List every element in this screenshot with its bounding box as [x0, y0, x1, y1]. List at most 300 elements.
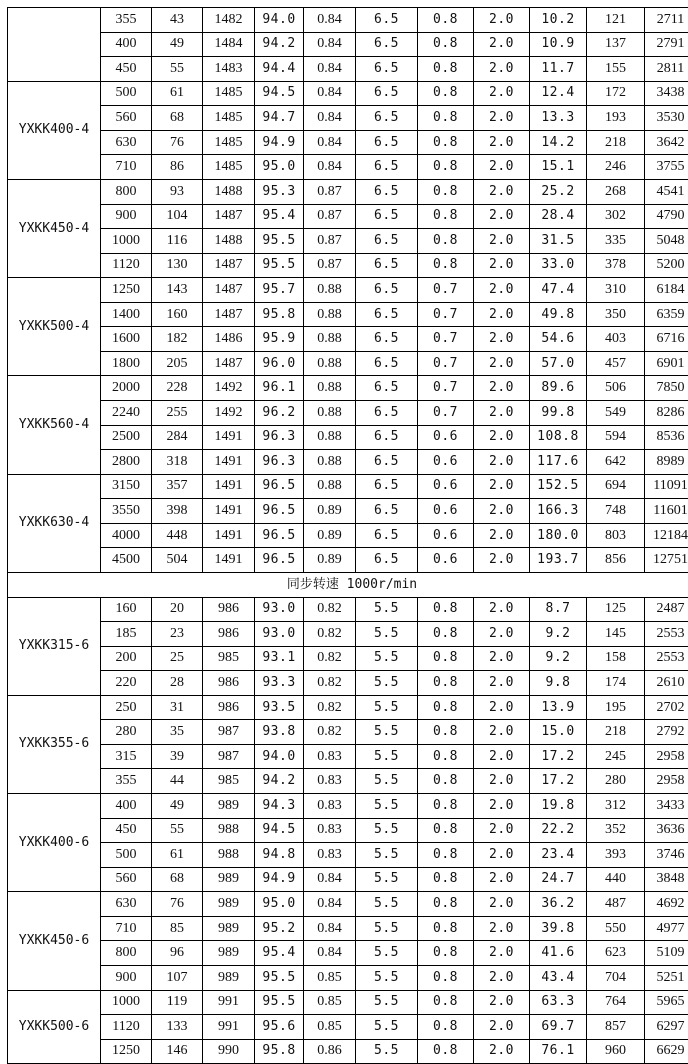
table-cell: 17.2: [530, 769, 587, 794]
table-cell: 1000: [101, 990, 152, 1015]
table-cell: 69.7: [530, 1015, 587, 1040]
table-cell: 1400: [101, 302, 152, 327]
table-cell: 19.8: [530, 794, 587, 819]
table-cell: 0.84: [304, 81, 356, 106]
table-cell: 0.8: [418, 622, 474, 647]
table-row: [8, 1039, 688, 1064]
table-cell: 55: [152, 818, 203, 843]
table-cell: 991: [203, 990, 255, 1015]
table-cell: 93.5: [255, 695, 304, 720]
model-cell: YXKK355-6: [8, 695, 101, 793]
table-cell: 130: [152, 253, 203, 278]
table-cell: 985: [203, 646, 255, 671]
table-cell: 0.8: [418, 57, 474, 82]
table-row: [8, 57, 688, 82]
table-cell: 704: [587, 965, 645, 990]
table-cell: 0.8: [418, 8, 474, 33]
table-cell: 95.4: [255, 204, 304, 229]
table-cell: 302: [587, 204, 645, 229]
table-cell: 20: [152, 597, 203, 622]
table-cell: 6.5: [356, 106, 418, 131]
table-cell: 6716: [645, 327, 688, 352]
table-cell: 2.0: [474, 818, 530, 843]
table-cell: 2.0: [474, 327, 530, 352]
table-cell: 2.0: [474, 57, 530, 82]
table-cell: 5.5: [356, 597, 418, 622]
table-cell: 96.3: [255, 450, 304, 475]
table-cell: 95.5: [255, 253, 304, 278]
table-cell: 5.5: [356, 769, 418, 794]
table-cell: 245: [587, 744, 645, 769]
table-cell: 2.0: [474, 1039, 530, 1064]
model-cell: [8, 8, 101, 82]
table-cell: 137: [587, 32, 645, 57]
table-cell: 1491: [203, 474, 255, 499]
table-cell: 2711: [645, 8, 688, 33]
model-cell: YXKK560-4: [8, 376, 101, 474]
table-cell: 61: [152, 843, 203, 868]
table-row: [8, 253, 688, 278]
table-cell: 23: [152, 622, 203, 647]
table-cell: 5.5: [356, 916, 418, 941]
table-cell: 7850: [645, 376, 688, 401]
table-cell: 550: [587, 916, 645, 941]
table-cell: 96.5: [255, 548, 304, 573]
table-cell: 0.8: [418, 794, 474, 819]
model-cell: YXKK450-4: [8, 179, 101, 277]
table-cell: 6.5: [356, 302, 418, 327]
table-cell: 0.7: [418, 376, 474, 401]
table-cell: 0.84: [304, 867, 356, 892]
table-cell: 0.87: [304, 253, 356, 278]
table-cell: 3433: [645, 794, 688, 819]
table-cell: 5.5: [356, 744, 418, 769]
table-cell: 986: [203, 671, 255, 696]
table-cell: 2.0: [474, 941, 530, 966]
table-cell: 1491: [203, 499, 255, 524]
table-cell: 642: [587, 450, 645, 475]
table-cell: 96.1: [255, 376, 304, 401]
table-cell: 94.3: [255, 794, 304, 819]
table-cell: 6.5: [356, 204, 418, 229]
table-cell: 0.8: [418, 646, 474, 671]
table-cell: 0.8: [418, 843, 474, 868]
table-cell: 989: [203, 941, 255, 966]
table-cell: 0.8: [418, 155, 474, 180]
table-cell: 989: [203, 892, 255, 917]
table-cell: 400: [101, 794, 152, 819]
table-cell: 12.4: [530, 81, 587, 106]
table-cell: 96.5: [255, 499, 304, 524]
table-cell: 93.3: [255, 671, 304, 696]
table-cell: 96.5: [255, 523, 304, 548]
table-cell: 6.5: [356, 474, 418, 499]
table-cell: 0.84: [304, 916, 356, 941]
table-cell: 1487: [203, 253, 255, 278]
table-cell: 86: [152, 155, 203, 180]
table-cell: 487: [587, 892, 645, 917]
table-cell: 0.89: [304, 523, 356, 548]
table-cell: 8286: [645, 401, 688, 426]
table-cell: 985: [203, 769, 255, 794]
table-row: [8, 130, 688, 155]
table-cell: 5.5: [356, 818, 418, 843]
table-cell: 1120: [101, 1015, 152, 1040]
table-cell: 0.83: [304, 818, 356, 843]
table-row: [8, 32, 688, 57]
table-cell: 440: [587, 867, 645, 892]
table-cell: 2.0: [474, 450, 530, 475]
table-cell: 2.0: [474, 106, 530, 131]
table-row: [8, 794, 688, 819]
table-cell: 4000: [101, 523, 152, 548]
table-cell: 0.8: [418, 597, 474, 622]
table-cell: 318: [152, 450, 203, 475]
table-cell: 2.0: [474, 1015, 530, 1040]
table-cell: 11601: [645, 499, 688, 524]
table-cell: 335: [587, 229, 645, 254]
table-row: [8, 204, 688, 229]
table-cell: 0.8: [418, 179, 474, 204]
table-row: [8, 376, 688, 401]
table-cell: 284: [152, 425, 203, 450]
table-cell: 93.0: [255, 622, 304, 647]
table-cell: 5965: [645, 990, 688, 1015]
table-row: [8, 229, 688, 254]
table-cell: 89.6: [530, 376, 587, 401]
table-cell: 158: [587, 646, 645, 671]
table-cell: 2.0: [474, 990, 530, 1015]
table-cell: 99.8: [530, 401, 587, 426]
model-cell: YXKK400-4: [8, 81, 101, 179]
table-cell: 0.8: [418, 818, 474, 843]
table-cell: 2240: [101, 401, 152, 426]
table-cell: 0.84: [304, 130, 356, 155]
table-cell: 0.8: [418, 671, 474, 696]
table-cell: 94.8: [255, 843, 304, 868]
table-cell: 0.8: [418, 1039, 474, 1064]
table-cell: 95.5: [255, 990, 304, 1015]
table-cell: 35: [152, 720, 203, 745]
table-cell: 2.0: [474, 597, 530, 622]
table-cell: 2.0: [474, 253, 530, 278]
table-cell: 0.8: [418, 941, 474, 966]
table-cell: 988: [203, 818, 255, 843]
table-row: [8, 278, 688, 303]
table-cell: 15.1: [530, 155, 587, 180]
table-cell: 0.7: [418, 327, 474, 352]
table-cell: 6.5: [356, 523, 418, 548]
table-cell: 15.0: [530, 720, 587, 745]
table-cell: 0.88: [304, 327, 356, 352]
table-cell: 104: [152, 204, 203, 229]
table-cell: 2.0: [474, 867, 530, 892]
table-cell: 398: [152, 499, 203, 524]
table-cell: 61: [152, 81, 203, 106]
table-cell: 0.8: [418, 744, 474, 769]
table-row: [8, 843, 688, 868]
table-cell: 94.7: [255, 106, 304, 131]
table-cell: 0.6: [418, 523, 474, 548]
table-cell: 93: [152, 179, 203, 204]
table-cell: 44: [152, 769, 203, 794]
table-cell: 989: [203, 867, 255, 892]
table-cell: 36.2: [530, 892, 587, 917]
spec-table-body: [8, 8, 688, 1064]
table-cell: 13.3: [530, 106, 587, 131]
table-cell: 185: [101, 622, 152, 647]
table-cell: 31.5: [530, 229, 587, 254]
table-cell: 0.7: [418, 302, 474, 327]
table-cell: 2553: [645, 646, 688, 671]
table-cell: 49: [152, 32, 203, 57]
table-cell: 17.2: [530, 744, 587, 769]
table-cell: 68: [152, 867, 203, 892]
table-cell: 5.5: [356, 990, 418, 1015]
table-cell: 0.6: [418, 425, 474, 450]
table-cell: 310: [587, 278, 645, 303]
table-cell: 95.4: [255, 941, 304, 966]
table-cell: 117.6: [530, 450, 587, 475]
table-cell: 710: [101, 916, 152, 941]
model-cell: YXKK315-6: [8, 597, 101, 695]
table-cell: 1250: [101, 1039, 152, 1064]
table-cell: 174: [587, 671, 645, 696]
table-cell: 94.5: [255, 81, 304, 106]
table-cell: 68: [152, 106, 203, 131]
table-cell: 6.5: [356, 155, 418, 180]
table-row: [8, 179, 688, 204]
table-cell: 1488: [203, 179, 255, 204]
table-cell: 95.8: [255, 1039, 304, 1064]
table-cell: 1800: [101, 351, 152, 376]
table-row: [8, 990, 688, 1015]
table-cell: 133: [152, 1015, 203, 1040]
table-row: [8, 548, 688, 573]
table-cell: 0.88: [304, 450, 356, 475]
table-row: [8, 892, 688, 917]
table-cell: 355: [101, 769, 152, 794]
table-cell: 172: [587, 81, 645, 106]
table-cell: 255: [152, 401, 203, 426]
table-cell: 1486: [203, 327, 255, 352]
table-row: [8, 769, 688, 794]
table-cell: 108.8: [530, 425, 587, 450]
table-cell: 0.82: [304, 671, 356, 696]
table-cell: 95.0: [255, 155, 304, 180]
table-cell: 2.0: [474, 278, 530, 303]
table-cell: 125: [587, 597, 645, 622]
table-cell: 1491: [203, 523, 255, 548]
table-cell: 3636: [645, 818, 688, 843]
table-cell: 1250: [101, 278, 152, 303]
table-cell: 0.88: [304, 474, 356, 499]
table-cell: 193.7: [530, 548, 587, 573]
table-cell: 0.88: [304, 278, 356, 303]
table-cell: 43.4: [530, 965, 587, 990]
table-cell: 986: [203, 597, 255, 622]
table-cell: 450: [101, 818, 152, 843]
table-cell: 987: [203, 720, 255, 745]
table-cell: 0.84: [304, 155, 356, 180]
table-cell: 146: [152, 1039, 203, 1064]
table-cell: 5.5: [356, 622, 418, 647]
table-cell: 2.0: [474, 302, 530, 327]
table-row: [8, 327, 688, 352]
table-cell: 39: [152, 744, 203, 769]
table-row: [8, 302, 688, 327]
table-cell: 0.84: [304, 106, 356, 131]
table-row: [8, 8, 688, 33]
table-cell: 2.0: [474, 769, 530, 794]
table-cell: 0.87: [304, 229, 356, 254]
table-cell: 2.0: [474, 965, 530, 990]
table-cell: 95.6: [255, 1015, 304, 1040]
table-cell: 2702: [645, 695, 688, 720]
table-cell: 748: [587, 499, 645, 524]
table-cell: 25.2: [530, 179, 587, 204]
table-cell: 63.3: [530, 990, 587, 1015]
table-cell: 96.3: [255, 425, 304, 450]
table-cell: 0.6: [418, 499, 474, 524]
table-cell: 39.8: [530, 916, 587, 941]
table-cell: 315: [101, 744, 152, 769]
table-cell: 3150: [101, 474, 152, 499]
table-cell: 393: [587, 843, 645, 868]
table-cell: 143: [152, 278, 203, 303]
table-cell: 857: [587, 1015, 645, 1040]
table-cell: 28: [152, 671, 203, 696]
model-cell: YXKK630-4: [8, 474, 101, 572]
table-cell: 49: [152, 794, 203, 819]
table-cell: 5048: [645, 229, 688, 254]
table-cell: 6.5: [356, 253, 418, 278]
table-cell: 1485: [203, 155, 255, 180]
section-header: 同步转速 1000r/min: [8, 572, 688, 597]
table-cell: 0.84: [304, 57, 356, 82]
table-cell: 5.5: [356, 646, 418, 671]
table-cell: 623: [587, 941, 645, 966]
table-cell: 218: [587, 130, 645, 155]
table-cell: 9.2: [530, 622, 587, 647]
table-cell: 6184: [645, 278, 688, 303]
table-cell: 2811: [645, 57, 688, 82]
table-cell: 0.85: [304, 965, 356, 990]
table-cell: 5.5: [356, 720, 418, 745]
table-cell: 1120: [101, 253, 152, 278]
table-cell: 6.5: [356, 81, 418, 106]
table-cell: 2.0: [474, 179, 530, 204]
table-cell: 2.0: [474, 794, 530, 819]
table-cell: 2.0: [474, 892, 530, 917]
table-cell: 31: [152, 695, 203, 720]
table-cell: 6.5: [356, 278, 418, 303]
table-cell: 450: [101, 57, 152, 82]
table-cell: 9.8: [530, 671, 587, 696]
table-cell: 2.0: [474, 523, 530, 548]
table-cell: 989: [203, 916, 255, 941]
table-cell: 8536: [645, 425, 688, 450]
table-cell: 96: [152, 941, 203, 966]
table-cell: 160: [152, 302, 203, 327]
table-cell: 94.5: [255, 818, 304, 843]
table-cell: 6.5: [356, 130, 418, 155]
table-cell: 2.0: [474, 916, 530, 941]
model-cell: YXKK450-6: [8, 892, 101, 990]
table-cell: 25: [152, 646, 203, 671]
table-cell: 13.9: [530, 695, 587, 720]
table-cell: 0.8: [418, 253, 474, 278]
table-cell: 2.0: [474, 8, 530, 33]
table-cell: 560: [101, 867, 152, 892]
table-cell: 6.5: [356, 327, 418, 352]
table-cell: 448: [152, 523, 203, 548]
model-cell: YXKK400-6: [8, 794, 101, 892]
table-cell: 95.0: [255, 892, 304, 917]
table-cell: 0.83: [304, 769, 356, 794]
table-cell: 0.8: [418, 32, 474, 57]
table-cell: 0.82: [304, 695, 356, 720]
table-cell: 960: [587, 1039, 645, 1064]
table-cell: 28.4: [530, 204, 587, 229]
table-cell: 182: [152, 327, 203, 352]
table-cell: 6.5: [356, 8, 418, 33]
table-cell: 220: [101, 671, 152, 696]
table-row: [8, 965, 688, 990]
table-cell: 2000: [101, 376, 152, 401]
table-cell: 1487: [203, 302, 255, 327]
table-cell: 95.9: [255, 327, 304, 352]
table-cell: 10.9: [530, 32, 587, 57]
table-cell: 246: [587, 155, 645, 180]
table-cell: 1491: [203, 548, 255, 573]
table-cell: 96.5: [255, 474, 304, 499]
table-cell: 0.85: [304, 990, 356, 1015]
table-cell: 22.2: [530, 818, 587, 843]
table-cell: 2800: [101, 450, 152, 475]
table-cell: 630: [101, 892, 152, 917]
table-cell: 710: [101, 155, 152, 180]
table-cell: 95.8: [255, 302, 304, 327]
table-cell: 94.9: [255, 130, 304, 155]
table-cell: 988: [203, 843, 255, 868]
table-cell: 218: [587, 720, 645, 745]
table-cell: 990: [203, 1039, 255, 1064]
table-cell: 3550: [101, 499, 152, 524]
table-cell: 2791: [645, 32, 688, 57]
table-cell: 1492: [203, 401, 255, 426]
table-cell: 3746: [645, 843, 688, 868]
table-cell: 1491: [203, 450, 255, 475]
table-cell: 8.7: [530, 597, 587, 622]
table-cell: 24.7: [530, 867, 587, 892]
table-cell: 1000: [101, 229, 152, 254]
table-cell: 2.0: [474, 622, 530, 647]
table-row: [8, 867, 688, 892]
table-cell: 2958: [645, 744, 688, 769]
table-cell: 0.8: [418, 965, 474, 990]
table-cell: 2.0: [474, 499, 530, 524]
table-cell: 11091: [645, 474, 688, 499]
table-cell: 93.1: [255, 646, 304, 671]
table-cell: 0.87: [304, 204, 356, 229]
table-row: [8, 695, 688, 720]
table-cell: 94.2: [255, 32, 304, 57]
table-cell: 0.84: [304, 892, 356, 917]
table-row: [8, 622, 688, 647]
table-cell: 152.5: [530, 474, 587, 499]
table-cell: 504: [152, 548, 203, 573]
